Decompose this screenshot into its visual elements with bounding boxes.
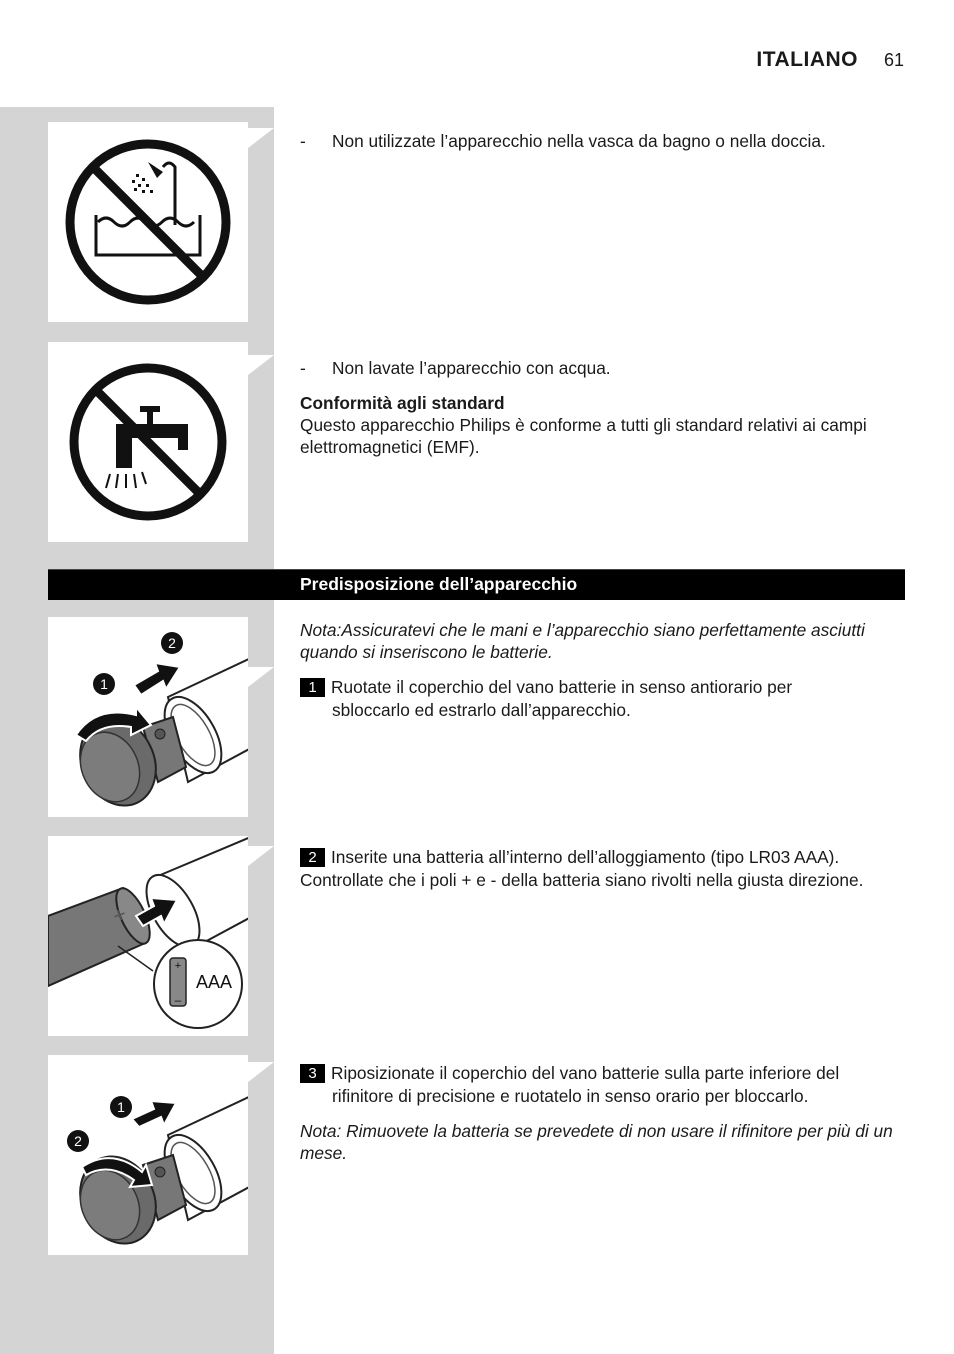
no-water-tap-icon bbox=[48, 342, 248, 542]
note-label: Nota: bbox=[300, 620, 342, 640]
insert-battery-figure bbox=[48, 836, 248, 1036]
note-label: Nota: bbox=[300, 1121, 342, 1141]
step-text-continued: rifinitore di precisione e ruotatelo in senso orario per bloccarlo. bbox=[332, 1086, 809, 1106]
callout-number: 1 bbox=[117, 1099, 125, 1115]
section-title: Predisposizione dell’apparecchio bbox=[300, 574, 578, 594]
no-water-figure bbox=[48, 342, 248, 542]
step-2 bbox=[300, 846, 912, 892]
svg-text:+: + bbox=[109, 900, 130, 929]
note-paragraph bbox=[300, 1120, 905, 1164]
remove-cap-figure bbox=[48, 617, 248, 817]
replace-cap-figure bbox=[48, 1055, 248, 1255]
figure-pointer bbox=[248, 1062, 274, 1082]
figure-pointer bbox=[248, 667, 274, 687]
step-text-continued: Controllate che i poli + e - della batteria siano rivolti nella giusta direzione. bbox=[300, 870, 864, 890]
step-number: 2 bbox=[300, 848, 325, 867]
remove-cap-illustration bbox=[48, 617, 248, 817]
callout-number: 2 bbox=[168, 635, 176, 651]
warning-text: Non lavate l’apparecchio con acqua. bbox=[332, 358, 611, 378]
step-text-continued: sbloccarlo ed estrarlo dall’apparecchio. bbox=[332, 700, 631, 720]
figure-pointer bbox=[248, 128, 274, 148]
compliance-block bbox=[300, 392, 905, 458]
note-paragraph bbox=[300, 619, 905, 663]
step-number: 3 bbox=[300, 1064, 325, 1083]
step-text: Riposizionate il coperchio del vano batterie sulla parte inferiore del bbox=[331, 1063, 840, 1083]
figure-pointer bbox=[248, 846, 274, 866]
section-heading-bar bbox=[48, 569, 905, 600]
replace-cap-illustration bbox=[48, 1055, 248, 1255]
page-number: 61 bbox=[883, 50, 904, 70]
step-text: Ruotate il coperchio del vano batterie in senso antiorario per bbox=[331, 677, 793, 697]
insert-battery-illustration bbox=[48, 836, 248, 1036]
step-3 bbox=[300, 1062, 912, 1108]
callout-number: 1 bbox=[100, 676, 108, 692]
callout-number: 2 bbox=[74, 1133, 82, 1149]
step-number: 1 bbox=[300, 678, 325, 697]
battery-plus: + bbox=[174, 960, 182, 972]
compliance-title: Conformità agli standard bbox=[300, 393, 505, 413]
note-text: Rimuovete la batteria se prevedete di non usare il rifinitore per più di un mese. bbox=[300, 1121, 893, 1163]
battery-type-label: AAA bbox=[195, 972, 233, 992]
step-text: Inserite una batteria all’interno dell’alloggiamento (tipo LR03 AAA). bbox=[331, 847, 840, 867]
warning-text: Non utilizzate l’apparecchio nella vasca da bagno o nella doccia. bbox=[332, 131, 826, 151]
header-language: ITALIANO bbox=[756, 48, 858, 71]
figure-pointer bbox=[248, 355, 274, 375]
battery-minus: – bbox=[174, 993, 182, 1007]
bullet-dash: - bbox=[300, 358, 306, 378]
compliance-body: Questo apparecchio Philips è conforme a tutti gli standard relativi ai campi elettromagnetici (EMF). bbox=[300, 415, 867, 457]
no-bathtub-icon bbox=[48, 122, 248, 322]
bullet-dash: - bbox=[300, 131, 306, 151]
step-1 bbox=[300, 676, 912, 722]
note-text: Assicuratevi che le mani e l’apparecchio siano perfettamente asciutti quando si inseriscono le batterie. bbox=[300, 620, 865, 662]
no-bathtub-figure bbox=[48, 122, 248, 322]
